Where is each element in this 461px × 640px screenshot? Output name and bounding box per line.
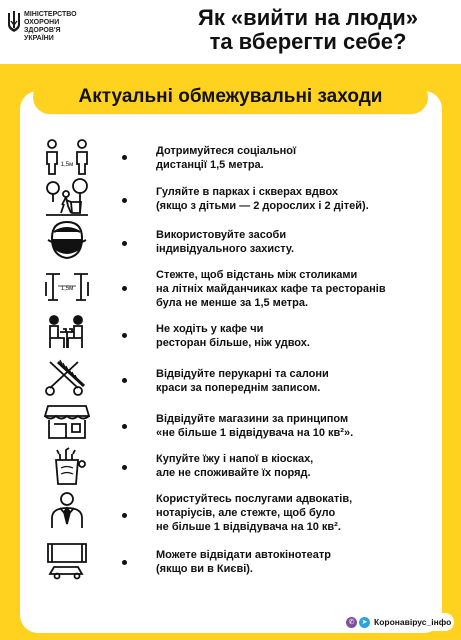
- item-text: [156, 228, 436, 256]
- list-item: [40, 490, 440, 536]
- list-item: [40, 312, 440, 358]
- ministry-line: УКРАЇНИ: [24, 35, 54, 42]
- ministry-line: ОХОРОНИ: [24, 19, 60, 26]
- item-text-line: Відвідуйте магазини за принципом: [156, 413, 349, 425]
- page-title-line: та вберегти себе?: [209, 29, 407, 54]
- list-item: [40, 266, 440, 312]
- bullet: [122, 155, 127, 160]
- lawyer-icon: [44, 490, 90, 530]
- channel-badge[interactable]: [342, 613, 454, 631]
- item-text-line: Користуйтесь послугами адвокатів,: [156, 493, 353, 505]
- bullet: [122, 198, 127, 203]
- bullet: [122, 241, 127, 246]
- list-item: [40, 178, 440, 220]
- item-text-line: Використовуйте засоби: [156, 229, 287, 241]
- item-text-line: не більше 1 відвідувача на 10 кв².: [156, 521, 341, 533]
- item-text: [156, 268, 436, 310]
- item-text-line: ресторан більше, ніж удвох.: [156, 337, 310, 349]
- cafe-tables-icon: [44, 266, 90, 306]
- item-text: [156, 185, 436, 213]
- item-text: [156, 322, 436, 350]
- ministry-line: ЗДОРОВ'Я: [24, 27, 61, 34]
- list-item: [40, 220, 440, 262]
- bullet: [122, 513, 127, 518]
- face-mask-icon: [44, 220, 90, 260]
- food-bag-icon: [44, 446, 90, 486]
- list-item: [40, 446, 440, 490]
- item-text: [156, 144, 436, 172]
- item-text-line: Купуйте їжу і напої в кіосках,: [156, 453, 314, 465]
- header: [0, 0, 461, 64]
- list-item: [40, 402, 440, 446]
- page-title: [160, 6, 456, 54]
- bullet: [122, 465, 127, 470]
- list-item: [40, 358, 440, 402]
- item-text-line: «не більше 1 відвідувача на 10 кв²».: [156, 427, 354, 439]
- scissors-comb-icon: [44, 358, 90, 398]
- section-title: Актуальні обмежувальні заходи: [78, 86, 383, 107]
- item-text-line: Можете відвідати автокінотеатр: [156, 549, 331, 561]
- distance-label: 1,5м: [60, 286, 74, 292]
- item-text-line: Відвідуйте перукарні та салони: [156, 368, 329, 380]
- item-text-line: Не ходіть у кафе чи: [156, 323, 264, 335]
- cafe-couple-icon: [44, 312, 90, 352]
- shop-icon: [44, 402, 90, 442]
- item-text-line: індивідуального захисту.: [156, 243, 295, 255]
- bullet: [122, 286, 127, 291]
- item-text-line: (якщо ви в Києві).: [156, 563, 253, 575]
- item-text: [156, 367, 436, 395]
- item-text: [156, 452, 436, 480]
- item-text-line: Гуляйте в парках і скверах вдвох: [156, 186, 339, 198]
- item-text-line: краси за попереднім записом.: [156, 382, 321, 394]
- bullet: [122, 333, 127, 338]
- trident-emblem-icon: [7, 11, 21, 33]
- item-text-line: нотаріусів, але стежте, щоб було: [156, 507, 336, 519]
- item-text: [156, 492, 436, 534]
- park-walk-icon: [44, 178, 90, 218]
- item-text: [156, 548, 436, 576]
- item-text-line: була не менше за 1,5 метра.: [156, 297, 309, 309]
- bullet: [122, 560, 127, 565]
- list-item: [40, 540, 440, 586]
- item-text-line: на літніх майданчиках кафе та ресторанів: [156, 283, 386, 295]
- item-text-line: (якщо з дітьми — 2 дорослих і 2 дітей).: [156, 200, 369, 212]
- distance-label: 1,5м: [60, 162, 74, 168]
- ministry-line: МІНІСТЕРСТВО: [24, 11, 77, 18]
- bullet: [122, 378, 127, 383]
- item-text-line: Стежте, щоб відстань між столиками: [156, 269, 358, 281]
- item-text: [156, 412, 436, 440]
- item-text-line: але не споживайте їх поряд.: [156, 467, 311, 479]
- list-item: [40, 138, 440, 178]
- ministry-name: [24, 11, 92, 43]
- people-distance-icon: [44, 138, 90, 178]
- channel-name: Коронавірус_інфо: [374, 617, 452, 627]
- bullet: [122, 424, 127, 429]
- section-banner: [33, 80, 428, 114]
- item-text-line: Дотримуйтеся соціальної: [156, 145, 297, 157]
- page-title-line: Як «вийти на люди»: [198, 5, 418, 30]
- drive-in-cinema-icon: [44, 540, 90, 580]
- viber-icon[interactable]: ✆: [346, 617, 357, 628]
- item-text-line: дистанції 1,5 метра.: [156, 159, 264, 171]
- telegram-icon[interactable]: ➤: [359, 617, 370, 628]
